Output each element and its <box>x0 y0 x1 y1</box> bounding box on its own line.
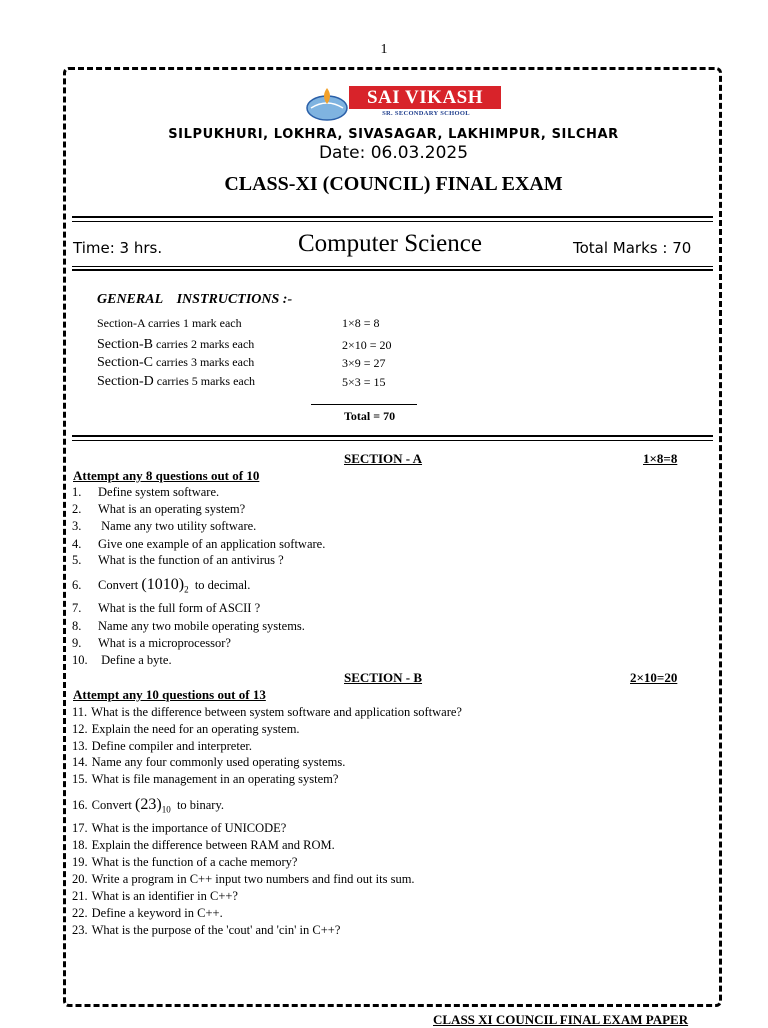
question-item <box>72 619 305 634</box>
question-item <box>72 855 297 870</box>
instruction-calc: 5×3 = 15 <box>342 375 386 389</box>
question-number: 1. <box>72 485 82 499</box>
instruction-section: Section-D <box>97 374 154 389</box>
instructions-total: Total = 70 <box>344 409 396 423</box>
instruction-calc: 3×9 = 27 <box>342 356 386 370</box>
instruction-row <box>97 316 242 331</box>
question-item <box>72 821 286 836</box>
question-text: What is the function of a cache memory? <box>91 855 298 869</box>
instruction-section: Section-B <box>97 337 153 352</box>
question-number: 15. <box>72 772 88 786</box>
page-footer: CLASS XI COUNCIL FINAL EXAM PAPER <box>433 1012 689 1027</box>
question-item <box>72 872 415 887</box>
question-item <box>72 601 260 616</box>
number-base: 2 <box>184 584 189 595</box>
question-number: 13. <box>72 739 88 753</box>
divider <box>72 440 713 441</box>
question-item <box>72 739 252 754</box>
instruction-section: Section-C <box>97 355 153 370</box>
question-number: 6. <box>72 578 82 592</box>
instruction-calc: 2×10 = 20 <box>342 338 392 352</box>
question-text: Define a keyword in C++. <box>91 906 223 920</box>
divider <box>72 221 713 222</box>
question-number: 4. <box>72 537 82 551</box>
section-b-attempt: Attempt any 10 questions out of 13 <box>73 687 266 702</box>
question-item <box>72 537 325 552</box>
question-number: 19. <box>72 855 88 869</box>
binary-number: (1010) <box>141 576 185 593</box>
instructions-title: GENERAL INSTRUCTIONS :- <box>97 292 293 307</box>
instruction-desc: carries 1 mark each <box>145 316 242 330</box>
question-item <box>72 705 462 720</box>
instruction-row <box>97 337 254 353</box>
question-number: 11. <box>72 705 88 719</box>
section-b-marks: 2×10=20 <box>630 670 678 685</box>
page-number: 1 <box>380 42 388 57</box>
decimal-number: (23) <box>135 796 162 813</box>
question-text: Explain the difference between RAM and ROM. <box>91 838 335 852</box>
question-number: 3. <box>72 519 82 533</box>
question-text: Define compiler and interpreter. <box>91 739 252 753</box>
section-a-title: SECTION - A <box>344 451 423 466</box>
instruction-calc: 1×8 = 8 <box>342 316 380 330</box>
section-b-title: SECTION - B <box>344 670 423 685</box>
divider <box>72 216 713 218</box>
question-item <box>72 796 224 815</box>
question-text: What is an operating system? <box>98 502 246 516</box>
question-item <box>72 772 338 787</box>
number-base: 10 <box>161 804 171 815</box>
question-number: 12. <box>72 722 88 736</box>
question-text: What is a microprocessor? <box>98 636 231 650</box>
question-item <box>72 722 300 737</box>
logo-wordmark: SAI VIKASH <box>349 86 501 109</box>
question-text: Name any two utility software. <box>98 519 257 533</box>
instruction-row <box>97 374 255 390</box>
section-a-attempt: Attempt any 8 questions out of 10 <box>73 468 260 483</box>
question-text-after: to binary. <box>170 798 225 812</box>
question-text: Convert <box>91 798 136 812</box>
question-text: Name any four commonly used operating systems. <box>91 755 346 769</box>
question-item <box>72 485 219 500</box>
question-text: What is the function of an antivirus ? <box>98 553 284 567</box>
question-text: What is the importance of UNICODE? <box>91 821 287 835</box>
question-item <box>72 553 284 568</box>
divider <box>72 266 713 267</box>
question-item <box>72 838 335 853</box>
question-number: 20. <box>72 872 88 886</box>
question-number: 7. <box>72 601 82 615</box>
question-number: 18. <box>72 838 88 852</box>
question-item <box>72 576 250 595</box>
question-text: Convert <box>98 578 142 592</box>
question-number: 9. <box>72 636 82 650</box>
exam-duration: Time: 3 hrs. <box>73 239 163 257</box>
question-text: Give one example of an application software. <box>98 537 326 551</box>
question-item <box>72 636 231 651</box>
instruction-desc: carries 5 marks each <box>153 374 256 388</box>
question-number: 23. <box>72 923 88 937</box>
question-item <box>72 502 245 517</box>
question-number: 22. <box>72 906 88 920</box>
question-number: 14. <box>72 755 88 769</box>
question-text: Define a byte. <box>98 653 172 667</box>
divider <box>72 435 713 437</box>
exam-date: Date: 06.03.2025 <box>318 143 469 163</box>
question-text: Write a program in C++ input two numbers and find out its sum. <box>91 872 415 886</box>
question-number: 21. <box>72 889 88 903</box>
question-text: What is the full form of ASCII ? <box>98 601 261 615</box>
question-text: What is an identifier in C++? <box>91 889 238 903</box>
subject-title: Computer Science <box>298 230 482 257</box>
question-number: 8. <box>72 619 82 633</box>
section-a-marks: 1×8=8 <box>643 451 678 466</box>
globe-flame-icon <box>303 84 351 122</box>
question-text: What is the difference between system software and application software? <box>91 705 462 719</box>
question-number: 16. <box>72 798 88 812</box>
question-item <box>72 923 340 938</box>
question-text: What is the purpose of the 'cout' and 'cin' in C++? <box>91 923 341 937</box>
total-underline <box>311 404 417 405</box>
school-logo <box>303 84 503 122</box>
question-item <box>72 906 223 921</box>
question-text: What is file management in an operating system? <box>91 772 339 786</box>
question-item <box>72 889 238 904</box>
logo-subtext: SR. SECONDARY SCHOOL <box>382 110 470 117</box>
question-item <box>72 653 172 668</box>
question-text: Name any two mobile operating systems. <box>98 619 305 633</box>
instruction-desc: carries 3 marks each <box>153 355 255 369</box>
question-item <box>72 755 345 770</box>
question-number: 17. <box>72 821 88 835</box>
question-text: Define system software. <box>98 485 220 499</box>
school-address: SILPUKHURI, LOKHRA, SIVASAGAR, LAKHIMPUR, SILCHAR <box>168 127 619 142</box>
instruction-row <box>97 355 254 371</box>
total-marks: Total Marks : 70 <box>573 239 692 257</box>
divider <box>72 269 713 271</box>
question-number: 5. <box>72 553 82 567</box>
instruction-desc: carries 2 marks each <box>153 337 255 351</box>
question-number: 2. <box>72 502 82 516</box>
instruction-section: Section-A <box>97 316 145 330</box>
question-item <box>72 519 256 534</box>
question-number: 10. <box>72 653 88 667</box>
question-text: Explain the need for an operating system. <box>91 722 300 736</box>
question-text-after: to decimal. <box>188 578 251 592</box>
exam-title: CLASS-XI (COUNCIL) FINAL EXAM <box>224 173 563 195</box>
